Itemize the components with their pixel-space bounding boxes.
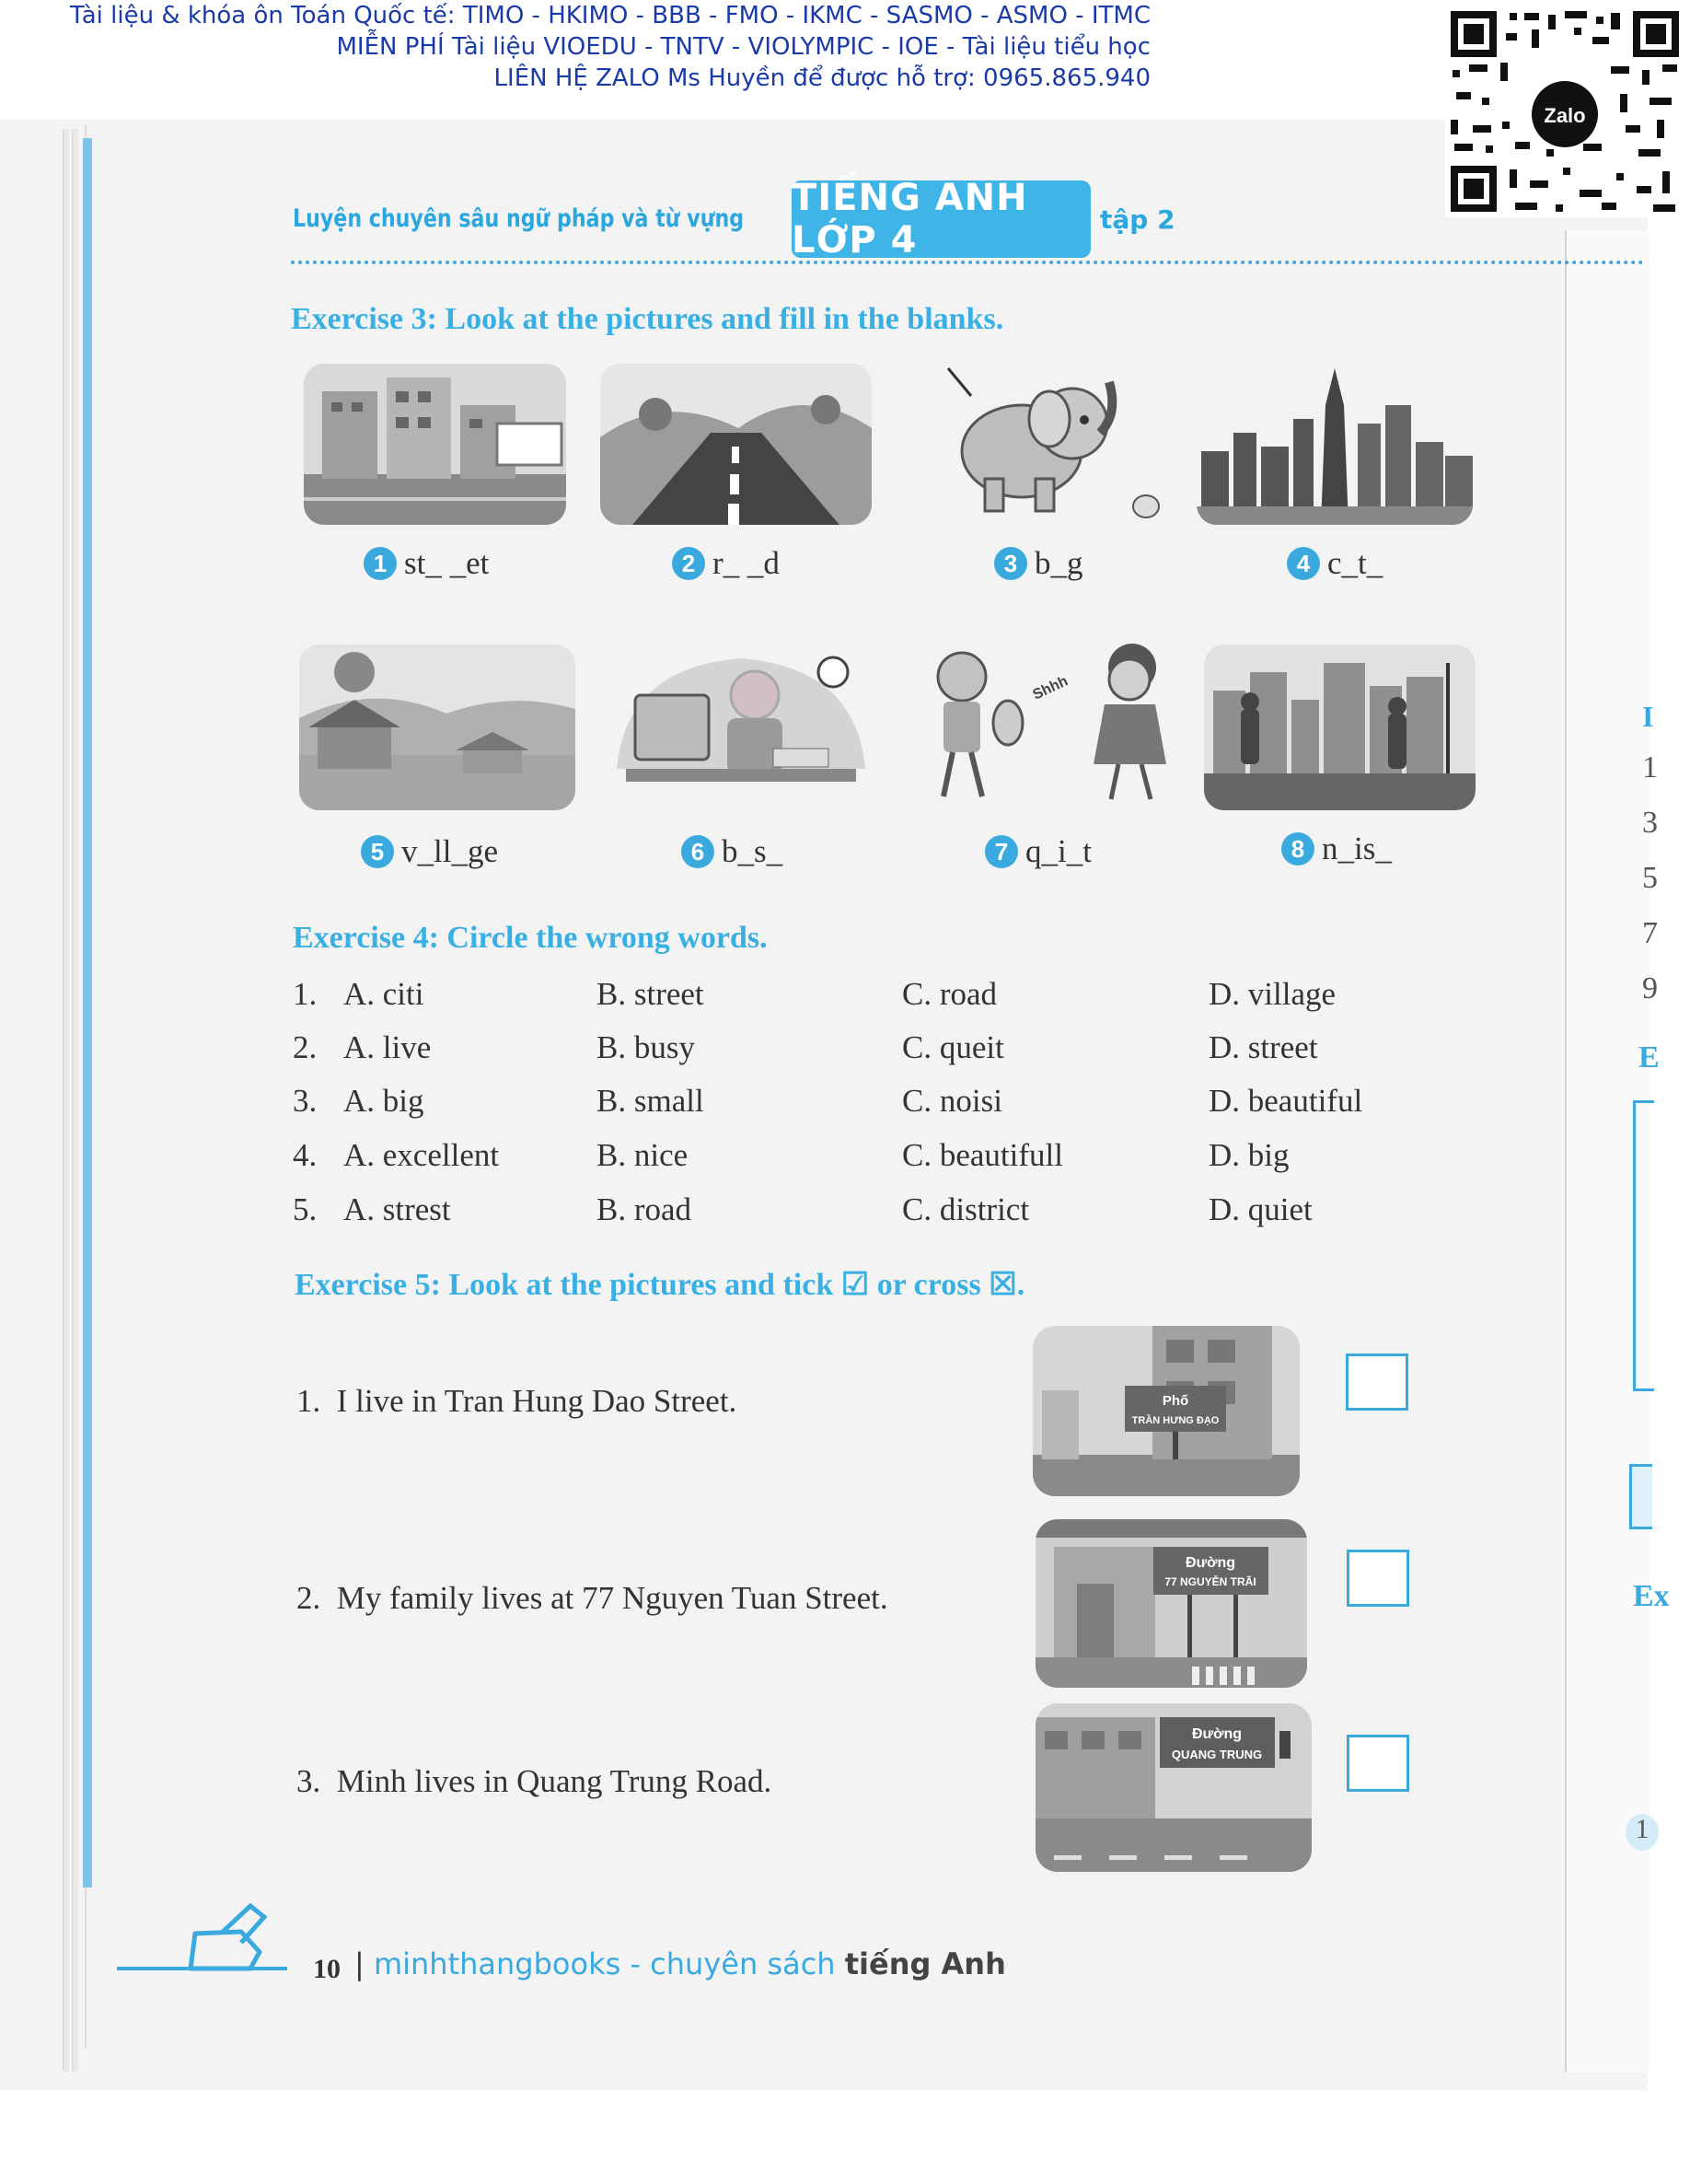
ex3-blank-word[interactable]: st_ _et <box>404 545 490 581</box>
street-scene-icon <box>304 364 566 525</box>
ex3-caption-3 <box>994 545 1083 582</box>
ex3-number-badge: 5 <box>361 835 394 868</box>
page-edge <box>72 129 78 2072</box>
right-facing-page <box>1565 230 1670 2072</box>
ex3-number-badge: 1 <box>364 547 397 580</box>
ex4-option-b[interactable]: B. busy <box>596 1029 695 1065</box>
ex4-option-c[interactable]: C. district <box>902 1191 1030 1227</box>
city-skyline-icon <box>1197 368 1473 525</box>
ex4-option-a[interactable]: A. strest <box>343 1191 451 1227</box>
ex5-statement-3 <box>296 1763 771 1800</box>
ex4-question-number: 4. <box>293 1137 318 1173</box>
right-page-fragment: 9 <box>1642 971 1658 1005</box>
ex3-number-badge: 7 <box>985 835 1018 868</box>
street-sign-line-1: Đường <box>1185 1555 1236 1571</box>
ex4-option-b[interactable]: B. nice <box>596 1137 689 1173</box>
footer-brand: | minhthangbooks - chuyên sách tiếng Anh <box>354 1946 1006 1981</box>
ex5-sentence: Minh lives in Quang Trung Road. <box>336 1763 772 1799</box>
book-title-pill: TIẾNG ANH LỚP 4 <box>792 180 1091 258</box>
tran-hung-dao-street-icon <box>1033 1326 1300 1496</box>
book-volume: tập 2 <box>1100 204 1175 235</box>
ex3-blank-word[interactable]: v_ll_ge <box>401 833 498 869</box>
right-page-fragment: I <box>1642 700 1654 733</box>
noisy-street-scene-icon <box>1204 645 1476 810</box>
ex5-statement-1 <box>296 1383 736 1420</box>
banner-line-2: MIỄN PHÍ Tài liệu VIOEDU - TNTV - VIOLYMPIC - IOE - Tài liệu tiểu học <box>336 33 1151 61</box>
ex4-option-c[interactable]: C. road <box>902 976 998 1012</box>
ex3-blank-word[interactable]: n_is_ <box>1322 831 1392 866</box>
street-sign-line-1: Đường <box>1191 1726 1243 1742</box>
right-page-fragment: 7 <box>1642 916 1658 950</box>
ex4-option-d[interactable]: D. beautiful <box>1209 1083 1363 1119</box>
footer-brand-bold: tiếng Anh <box>844 1946 1006 1981</box>
ex5-sentence: My family lives at 77 Nguyen Tuan Street. <box>336 1580 888 1616</box>
ex4-option-d[interactable]: D. village <box>1209 976 1337 1012</box>
ex3-number-badge: 3 <box>994 547 1027 580</box>
page-blue-strip <box>83 138 92 1888</box>
ex4-question-number: 2. <box>293 1029 318 1065</box>
ex4-option-d[interactable]: D. quiet <box>1209 1191 1313 1227</box>
quiet-kids-scene-icon <box>916 635 1174 806</box>
right-page-fragment: 3 <box>1642 806 1658 840</box>
ex4-question-number: 3. <box>293 1083 318 1119</box>
ex4-option-a[interactable]: A. citi <box>343 976 424 1012</box>
banner-line-1: Tài liệu & khóa ôn Toán Quốc tế: TIMO - HKIMO - BBB - FMO - IKMC - SASMO - ASMO - ITMC <box>69 2 1151 29</box>
ex5-sentence: I live in Tran Hung Dao Street. <box>336 1383 737 1419</box>
street-sign-line-1: Phố <box>1162 1393 1189 1409</box>
footer-brand-text: minhthangbooks - chuyên sách <box>373 1946 836 1981</box>
right-page-box <box>1629 1464 1652 1529</box>
right-page-table <box>1633 1100 1654 1391</box>
right-page-fragment: Ex <box>1633 1579 1670 1613</box>
exercise-4-title: Exercise 4: Circle the wrong words. <box>293 921 768 955</box>
elephant-scene-icon <box>920 359 1169 529</box>
pen-writing-icon <box>112 1897 296 1989</box>
right-page-fragment: E <box>1638 1040 1660 1075</box>
ex5-number: 1. <box>296 1383 321 1419</box>
ex4-option-d[interactable]: D. street <box>1209 1029 1318 1065</box>
ex4-option-b[interactable]: B. street <box>596 976 704 1012</box>
ex4-option-b[interactable]: B. road <box>596 1191 692 1227</box>
street-sign-line-2: QUANG TRUNG <box>1171 1748 1263 1761</box>
ex3-caption-2 <box>672 545 780 582</box>
qr-zalo-label: Zalo <box>1544 104 1586 127</box>
ex3-caption-8 <box>1281 831 1392 867</box>
ex4-question-number: 5. <box>293 1191 318 1227</box>
ex4-option-d[interactable]: D. big <box>1209 1137 1290 1173</box>
village-scene-icon <box>299 645 575 810</box>
ex3-blank-word[interactable]: r_ _d <box>712 545 780 581</box>
page-number: 10 <box>313 1954 341 1984</box>
right-page-fragment: 5 <box>1642 861 1658 895</box>
road-scene-icon <box>600 364 872 525</box>
header-dotted-divider <box>291 261 1644 264</box>
ex5-tick-box-1[interactable] <box>1346 1353 1408 1411</box>
quang-trung-street-icon <box>1036 1703 1312 1872</box>
exercise-3-title: Exercise 3: Look at the pictures and fill in the blanks. <box>291 302 1004 336</box>
page-edge <box>63 129 69 2072</box>
ex3-caption-6 <box>681 833 782 870</box>
ex3-blank-word[interactable]: q_i_t <box>1025 833 1092 869</box>
ex3-caption-1 <box>364 545 489 582</box>
ex4-option-b[interactable]: B. small <box>596 1083 704 1119</box>
exercise-5-title: Exercise 5: Look at the pictures and tick ☑ or cross ☒. <box>295 1268 1025 1302</box>
ex4-option-c[interactable]: C. beautifull <box>902 1137 1063 1173</box>
ex4-option-c[interactable]: C. noisi <box>902 1083 1002 1119</box>
promo-banner <box>0 0 1436 110</box>
banner-line-3: LIÊN HỆ ZALO Ms Huyền để được hỗ trợ: 0965.865.940 <box>493 64 1151 92</box>
ex4-question-number: 1. <box>293 976 318 1012</box>
street-sign-line-2: TRẦN HƯNG ĐẠO <box>1131 1415 1220 1426</box>
ex3-number-badge: 2 <box>672 547 705 580</box>
ex5-number: 3. <box>296 1763 321 1799</box>
ex4-option-a[interactable]: A. live <box>343 1029 432 1065</box>
street-sign-line-2: 77 NGUYỄN TRÃI <box>1164 1575 1256 1588</box>
ex3-caption-4 <box>1287 545 1383 582</box>
ex4-option-a[interactable]: A. big <box>343 1083 424 1119</box>
ex3-number-badge: 8 <box>1281 832 1314 865</box>
ex5-tick-box-2[interactable] <box>1347 1550 1409 1607</box>
right-page-fragment: 1 <box>1642 750 1658 784</box>
ex3-number-badge: 6 <box>681 835 714 868</box>
svg-text:Shhh: Shhh <box>1030 673 1071 703</box>
ex3-blank-word[interactable]: b_s_ <box>722 833 783 869</box>
ex3-blank-word[interactable]: b_g <box>1035 545 1083 581</box>
ex5-statement-2 <box>296 1580 888 1617</box>
ex3-number-badge: 4 <box>1287 547 1320 580</box>
ex3-caption-7 <box>985 833 1092 870</box>
ex5-tick-box-3[interactable] <box>1347 1735 1409 1792</box>
ex5-number: 2. <box>296 1580 321 1616</box>
nguyen-trai-street-icon <box>1036 1519 1307 1688</box>
ex4-option-a[interactable]: A. excellent <box>343 1137 500 1173</box>
ex4-option-c[interactable]: C. queit <box>902 1029 1004 1065</box>
busy-man-scene-icon <box>608 640 874 810</box>
ex3-caption-5 <box>361 833 498 870</box>
zalo-qr-code[interactable] <box>1445 6 1684 217</box>
book-subtitle: Luyện chuyên sâu ngữ pháp và từ vựng <box>293 204 745 233</box>
right-page-fragment: 1 <box>1626 1814 1659 1851</box>
ex3-blank-word[interactable]: c_t_ <box>1327 545 1383 581</box>
